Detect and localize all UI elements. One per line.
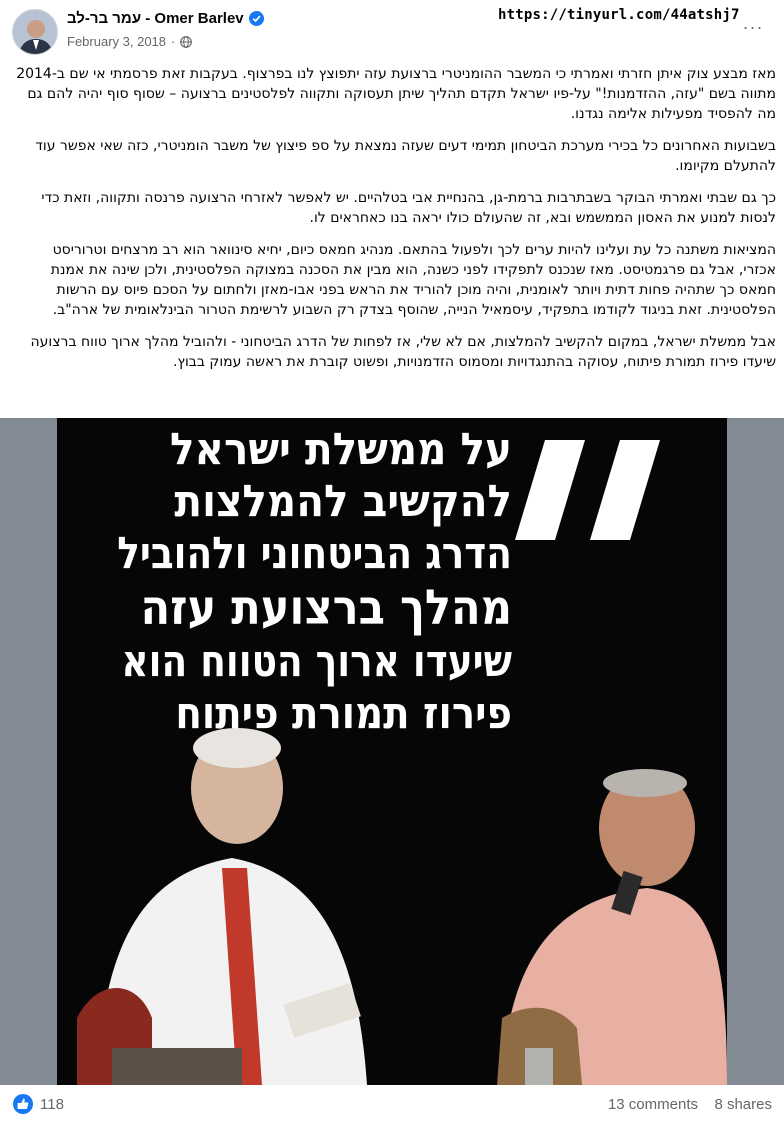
author-name-text[interactable]: עמר בר-לב - Omer Barlev xyxy=(67,10,244,27)
more-options-icon[interactable]: ··· xyxy=(742,17,764,37)
quote-mark-icon xyxy=(515,440,665,540)
post-image[interactable] xyxy=(0,418,784,1085)
post-paragraph: כך גם שבתי ואמרתי הבוקר בשבתרבות ברמת-גן, בהנחיית אבי בטלהיים. יש לאפשר לאזרחי הרצועה פרנסה ותקווה, וזאת כדי לנסות למנוע את האסון הממשמש ובא, זה שהעולם כולו יראה בנו כאחראים לו. xyxy=(41,190,776,226)
quote-line: מהלך ברצועת עזה xyxy=(140,580,512,636)
shares-count[interactable]: 8 shares xyxy=(714,1096,772,1113)
author-avatar[interactable] xyxy=(12,9,58,55)
globe-icon xyxy=(180,36,192,48)
post-header xyxy=(0,0,784,62)
post-paragraph: אבל ממשלת ישראל, במקום להקשיב להמלצות, אם לא שלי, אז לפחות של הדרג הביטחוני - ולהוביל מהלך ארוך טווח ברצועה שיעדו פירוז תמורת פיתוח, עסוקה בהתנגדויות ומסמוס הזדמנויות, ופשוט קוברת את ראשה עמוק בבוץ. xyxy=(30,334,776,370)
post-paragraph: המציאות משתנה כל עת ועלינו להיות ערים לכך ולפעול בהתאם. מנהיג חמאס כיום, יחיא סינוואר הוא רב מרצחים וטרוריסט אכזרי, אבל גם פרגמטיסט. מאז שנכנס לתפקידו לפני כשנה, הוא מבין את הסכנה במצוקה הפלסטינית, ולכן שינה את אמנת חמאס כך שתהיה פחות דתית ויותר לאומנית, והיה מוכן להוריד את הראש בפני אבו-מאזן ולחתום על הסכם פיוס עם הרשות הפלסטינית. זאת בניגוד לקודמו בתפקיד, עיסמאיל הנייה, שהוסף בצדק רק השבוע לרשימת הטרור הבינלאומית של ארה"ב. xyxy=(50,242,776,318)
post-paragraph: בשבועות האחרונים כל בכירי מערכת הביטחון תמימי דעים שעזה נמצאת על ספ פיצוץ של משבר הומניטרי, כזה שאי אפשר עוד להתעלם מקיומו. xyxy=(35,138,776,174)
post-meta xyxy=(67,34,192,49)
like-count[interactable]: 118 xyxy=(40,1096,64,1113)
post-body xyxy=(16,64,776,384)
meta-separator: · xyxy=(171,34,176,49)
post-date[interactable]: February 3, 2018 xyxy=(67,34,167,49)
post-paragraph: מאז מבצע צוק איתן חזרתי ואמרתי כי המשבר ההומניטרי ברצועת עזה יתפוצץ לנו בפרצוף. בעקבות זאת פרסמתי אי שם ב-2014 מתווה בשם "עזה, ההזדמנות!" על-פיו ישראל תקדם תהליך שיתן תעסוקה ותקווה לפלסטינים ברצועה – שסוף סוף יהיה להם גם מה להפסיד מפעילות אלימה נגדנו. xyxy=(16,66,776,122)
quote-line: הדרג הביטחוני ולהוביל xyxy=(117,528,512,579)
post-footer xyxy=(0,1085,784,1121)
quote-line: על ממשלת ישראל xyxy=(169,424,512,475)
author-name[interactable] xyxy=(67,10,264,27)
like-reaction-icon[interactable] xyxy=(13,1094,33,1114)
quote-line: פירוז תמורת פיתוח xyxy=(175,688,512,739)
comments-count[interactable]: 13 comments xyxy=(607,1096,698,1113)
quote-text xyxy=(72,424,512,740)
quote-line: שיעדו ארוך הטווח הוא xyxy=(121,636,513,687)
quote-line: להקשיב להמלצות xyxy=(174,476,512,527)
verified-badge-icon xyxy=(249,11,264,26)
url-overlay: https://tinyurl.com/44atshj7 xyxy=(498,7,740,23)
quote-photo[interactable] xyxy=(57,418,727,1085)
